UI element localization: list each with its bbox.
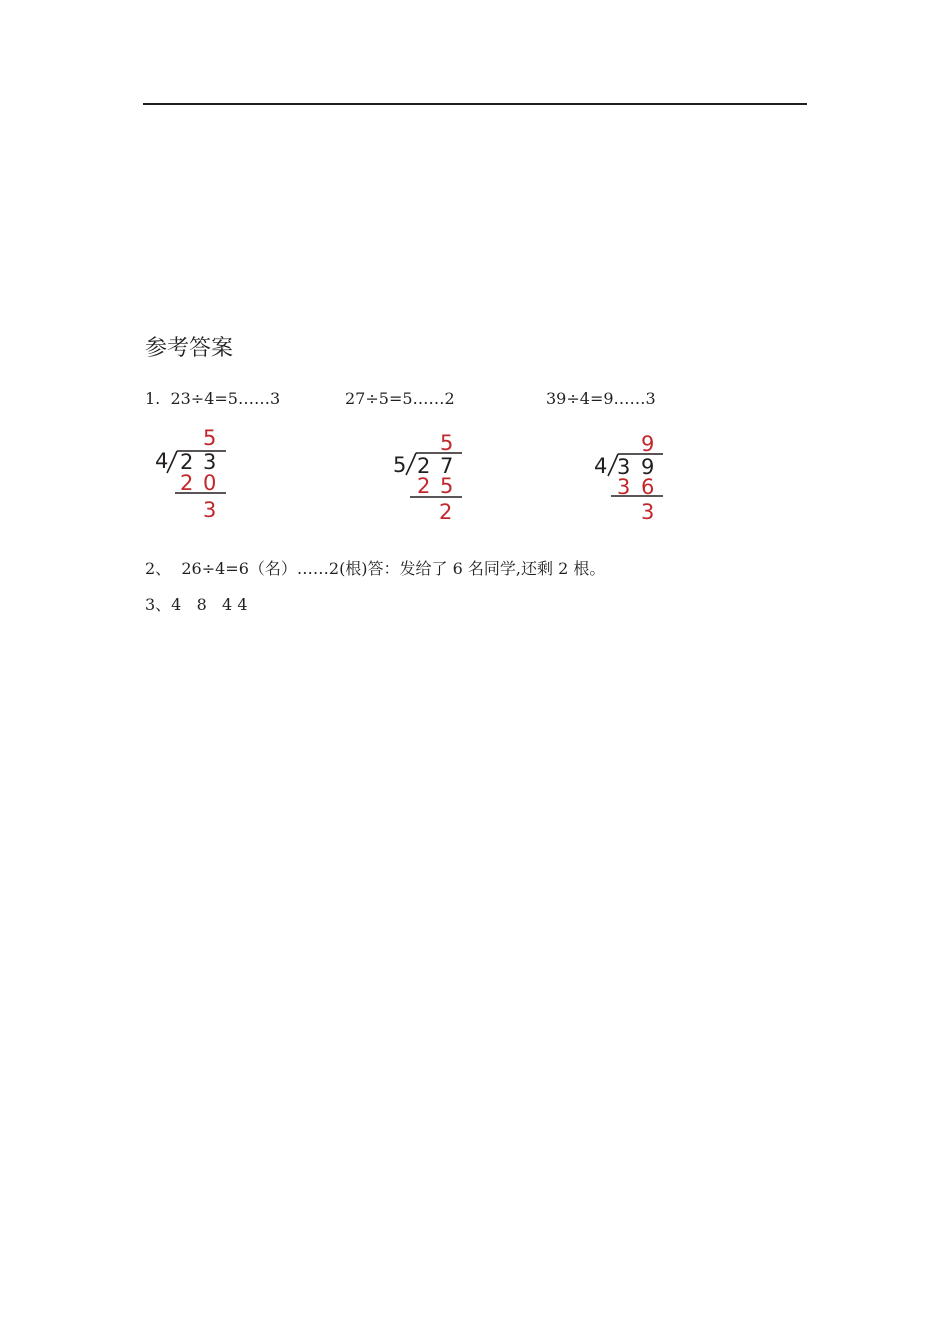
dividend-digit: 3 — [617, 455, 631, 479]
q1-equation-2: 27÷5=5……2 — [345, 389, 455, 408]
quotient: 5 — [203, 426, 217, 450]
dividend-digit: 2 — [417, 454, 431, 478]
dividend-digit: 3 — [203, 450, 217, 474]
long-division-1 — [153, 425, 273, 525]
dividend-digit: 7 — [440, 454, 454, 478]
long-division-3 — [593, 432, 713, 532]
q2-answer: 2、 26÷4=6（名）……2(根)答：发给了 6 名同学,还剩 2 根。 — [145, 559, 606, 578]
product-digit: 2 — [417, 474, 431, 498]
product-digit: 3 — [617, 475, 631, 499]
q1-equation-3: 39÷4=9……3 — [546, 389, 656, 408]
product-digit: 6 — [641, 475, 655, 499]
divisor: 5 — [393, 453, 407, 477]
product-digit: 5 — [440, 474, 454, 498]
product-digit: 2 — [180, 471, 194, 495]
dividend-digit: 9 — [641, 455, 655, 479]
long-division-2 — [392, 431, 512, 531]
remainder: 2 — [439, 500, 453, 524]
divisor: 4 — [594, 454, 608, 478]
quotient: 9 — [641, 432, 655, 456]
answer-heading: 参考答案 — [145, 336, 234, 361]
product-digit: 0 — [203, 471, 217, 495]
dividend-digit: 2 — [180, 450, 194, 474]
header-rule — [143, 103, 807, 105]
q1-equation-1: 1. 23÷4=5……3 — [145, 389, 281, 408]
remainder: 3 — [203, 498, 217, 522]
q3-answer: 3、4 8 4 4 — [145, 595, 248, 614]
remainder: 3 — [641, 500, 655, 524]
quotient: 5 — [440, 431, 454, 455]
divisor: 4 — [155, 449, 169, 473]
